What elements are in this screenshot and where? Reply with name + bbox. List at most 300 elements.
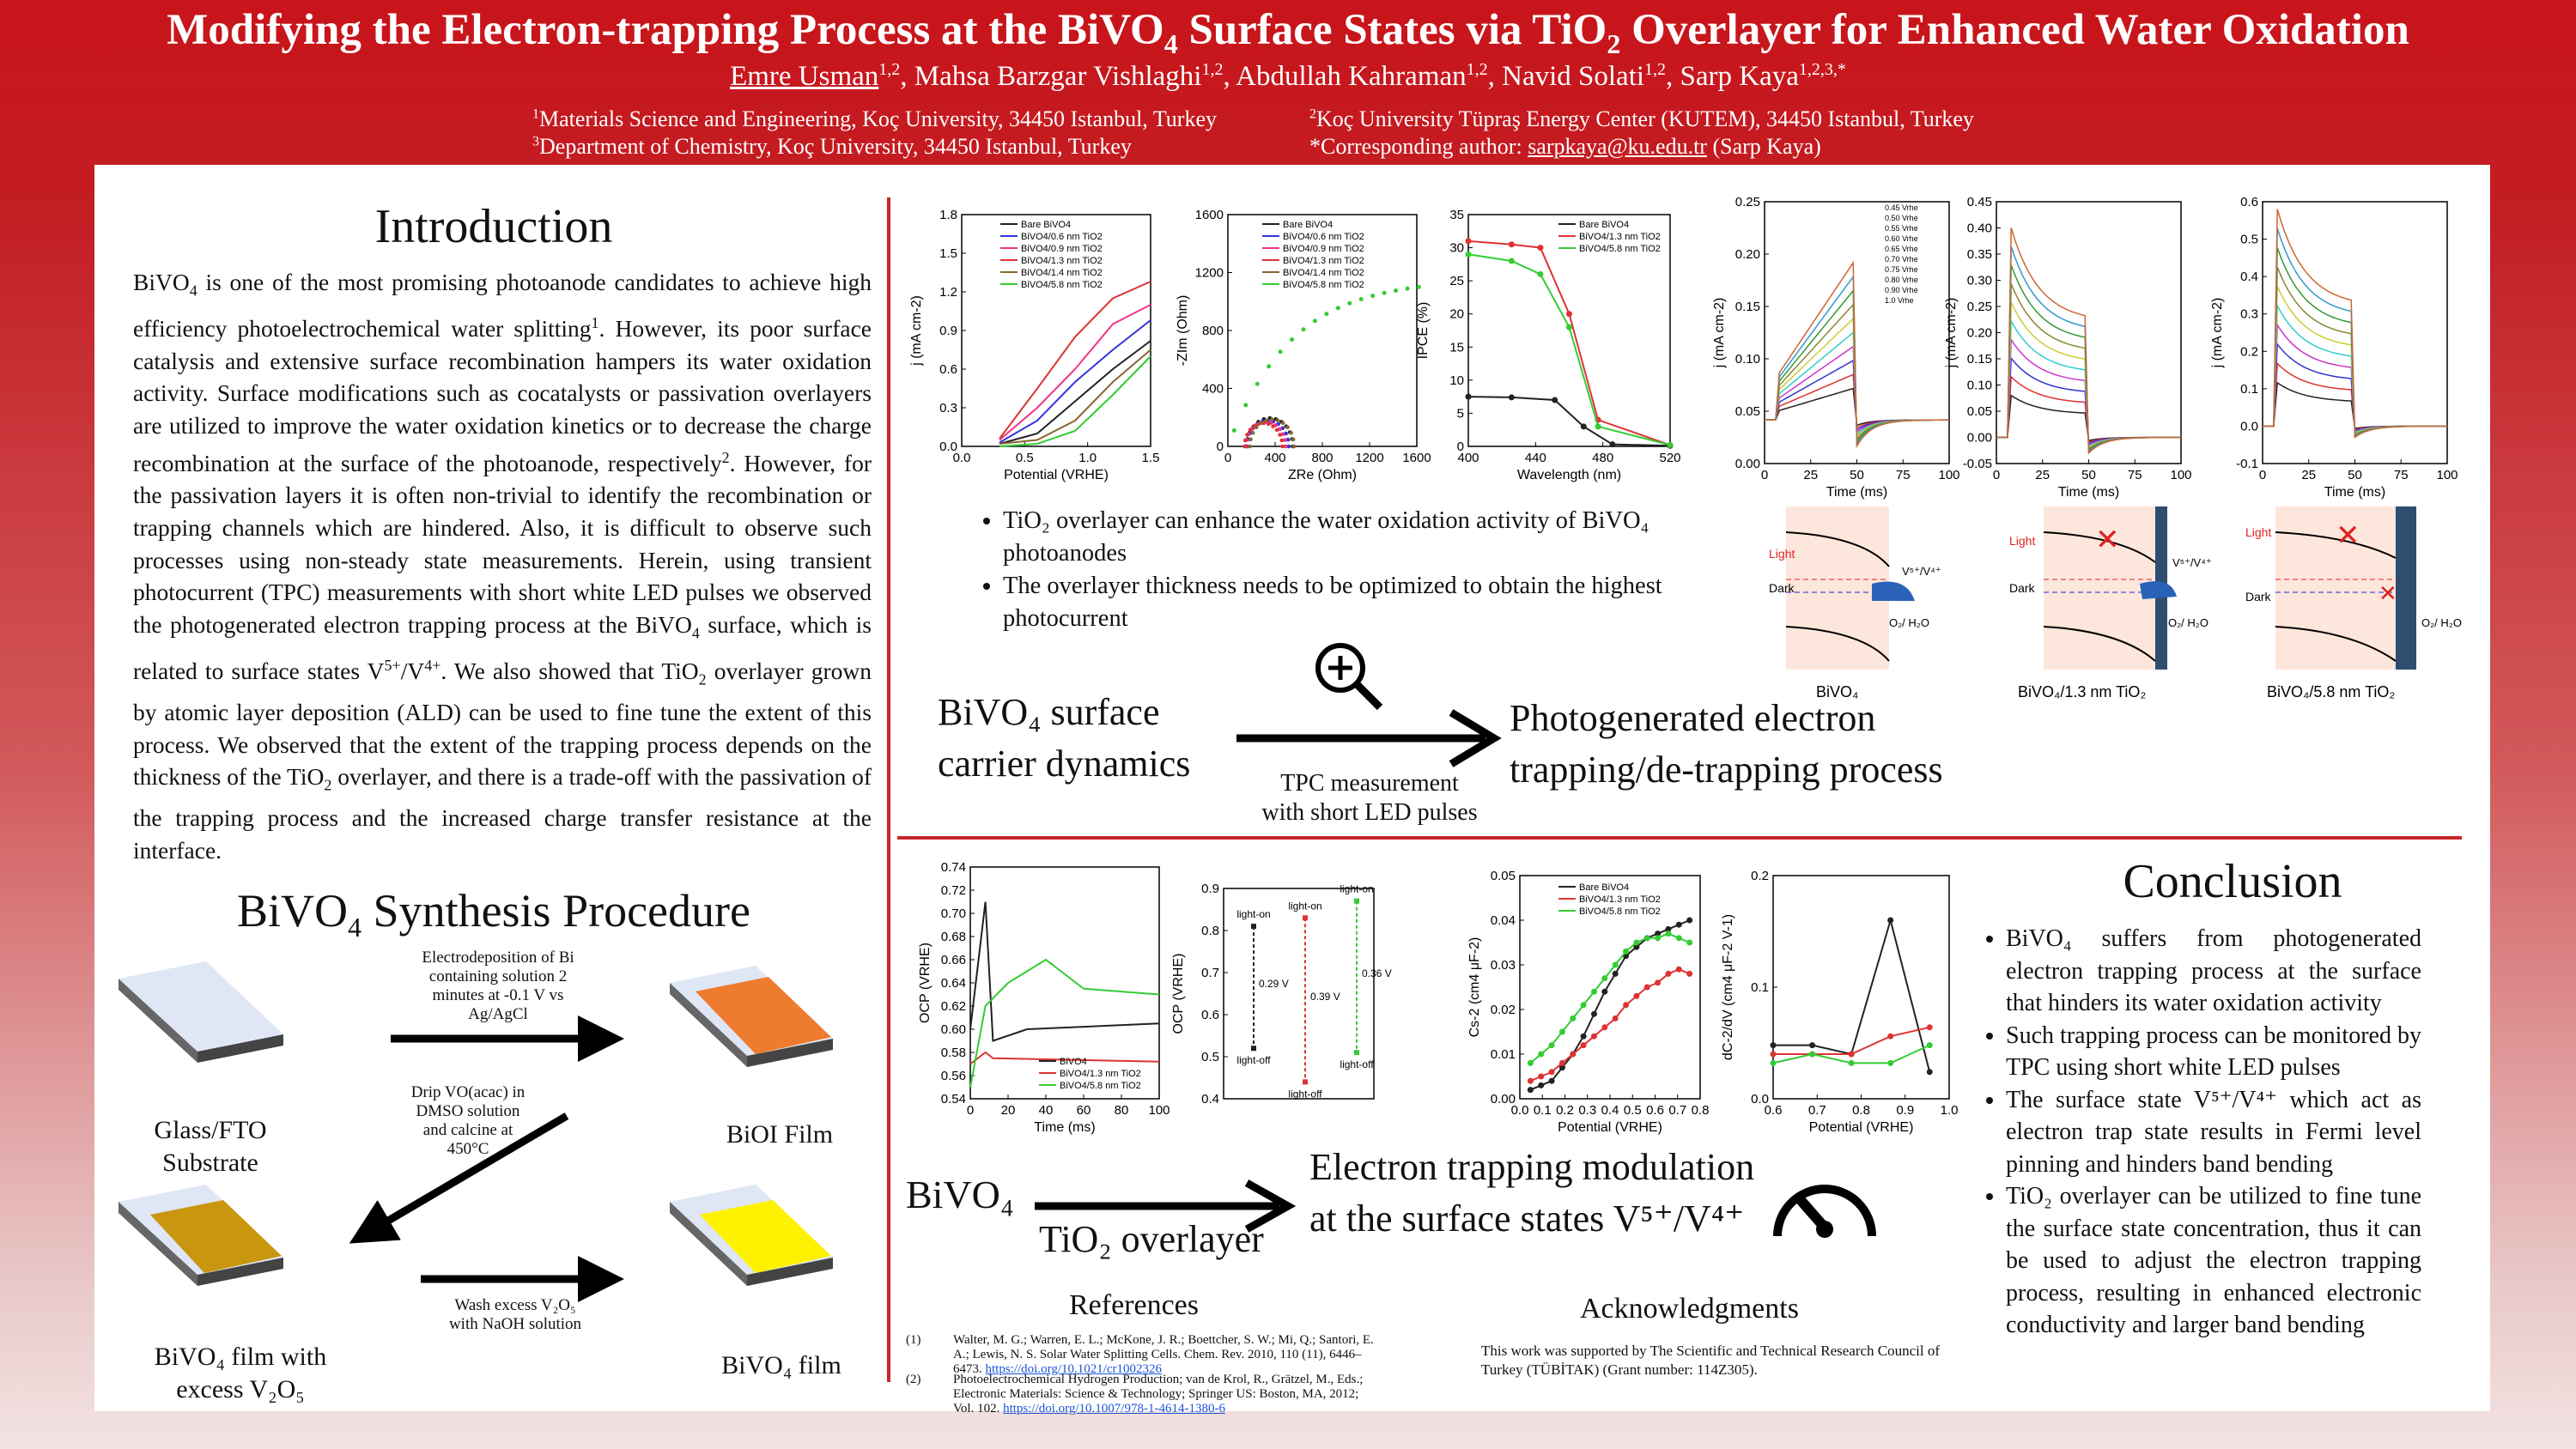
email-link[interactable]: sarpkaya@ku.edu.tr (1528, 134, 1707, 159)
y-tick-label: 0.05 (1490, 869, 1516, 883)
y-tick-label: 800 (1201, 324, 1224, 338)
y-tick-label: 0.72 (940, 883, 966, 898)
author-name: Mahsa Barzgar Vishlaghi (914, 61, 1202, 92)
y-axis-label: OCP (VRHE) (1171, 953, 1186, 1034)
x-tick-label: 0.7 (1668, 1103, 1687, 1118)
data-point (1644, 985, 1650, 991)
y-tick-label: 0.62 (940, 999, 966, 1014)
legend-label: 0.55 Vrhe (1885, 224, 1918, 233)
legend-label: 0.90 Vrhe (1885, 286, 1918, 294)
data-point (1538, 1052, 1544, 1058)
y-tick-label: 0.66 (940, 953, 966, 967)
x-tick-label: 100 (1148, 1103, 1170, 1118)
x-tick-label: 75 (2127, 468, 2142, 482)
flow1-arrow (1232, 704, 1516, 773)
y-tick-label: 0.56 (940, 1069, 966, 1083)
y-tick-label: 1.2 (939, 285, 957, 300)
data-point (1291, 438, 1296, 442)
tpc-13nm-chart (1932, 189, 2198, 498)
data-point (1601, 975, 1607, 981)
y-tick-label: 0.2 (2240, 344, 2258, 360)
y-axis-label: j (mA cm-2) (909, 295, 924, 366)
ref-1: Walter, M. G.; Warren, E. L.; McKone, J. R.; Boettcher, S. W.; Mi, Q.; Santori, E. A.; Lewis, N. S. Solar Water Splitting Cells. Chem. Rev. 2010, 110 (11), 6446–6473. https://doi.org/10.1021/cr1002326 (953, 1333, 1374, 1376)
list-item: • TiO₂ overlayer can enhance the water oxidation activity of BiVO₄ photoanodes (1003, 505, 1683, 570)
band-diagram-58nm (2233, 498, 2462, 704)
data-point (1809, 1042, 1815, 1048)
step1-text: Electrodeposition of Bi containing solution 2 minutes at -0.1 V vs Ag/AgCl (422, 949, 574, 1023)
y-tick-label: 0.9 (1201, 882, 1219, 896)
series-line (1530, 934, 1689, 1064)
tpc-58nm-chart (2198, 189, 2456, 498)
ref-number: (2) (906, 1373, 921, 1386)
x-tick-label: 0.5 (1015, 451, 1034, 465)
list-item: • BiVO₄ suffers from photogenerated electron trapping process at the surface that hinders its water oxidation activity (2006, 923, 2421, 1020)
y-tick-label: 0.74 (940, 860, 966, 875)
x-axis-label: Time (ms) (2057, 485, 2120, 500)
data-point (1665, 971, 1671, 977)
data-point (1289, 431, 1293, 435)
step3-text: Wash excess V₂O₅ with NaOH solution (448, 1296, 582, 1333)
data-point (1887, 918, 1893, 924)
legend-label: BiVO4/0.9 nm TiO2 (1283, 244, 1364, 254)
data-point (1528, 1078, 1534, 1084)
data-point (1245, 433, 1249, 437)
data-point (1686, 971, 1692, 977)
x-tick-label: 0.0 (952, 451, 971, 465)
y-tick-label: 0.20 (1966, 325, 1992, 341)
x-tick-label: 0.9 (1896, 1103, 1915, 1118)
data-point (1668, 442, 1674, 448)
y-axis-label: -ZIm (Ohm) (1176, 294, 1190, 367)
legend-label: 0.45 Vrhe (1885, 203, 1918, 212)
data-point (1466, 238, 1472, 244)
top-bullets (962, 505, 1683, 635)
data-point (1927, 1024, 1933, 1030)
data-point (1601, 989, 1607, 995)
y-tick-label: 0 (1216, 440, 1224, 454)
series-line (2263, 228, 2447, 436)
data-point (1549, 1078, 1555, 1084)
y-tick-label: 0.45 (1966, 195, 1992, 209)
legend-label: BiVO4/5.8 nm TiO2 (1060, 1081, 1141, 1091)
jv-chart (910, 197, 1168, 489)
y-tick-label: 5 (1456, 406, 1464, 421)
x-tick-label: 0.6 (1764, 1103, 1783, 1118)
x-tick-label: 60 (1076, 1103, 1091, 1118)
band-diagram-bare (1735, 498, 1958, 704)
series-line (1468, 254, 1670, 445)
x-tick-label: 100 (1938, 468, 1960, 482)
data-point (1676, 967, 1682, 973)
y-tick-label: 0.2 (1751, 869, 1769, 883)
data-point (1336, 306, 1340, 310)
author-name: Sarp Kaya (1680, 61, 1799, 92)
list-item: • TiO₂ overlayer can be utilized to fine tune the surface state concentration, thus it can be used to adjust the electron trapping process, resulting in enhanced electronic conductivity and larger band bending (2006, 1180, 2421, 1342)
bioi-label: BiOI Film (726, 1120, 834, 1149)
y-tick-label: 0.54 (940, 1092, 966, 1106)
light-on-label: light-on (1288, 900, 1322, 912)
series-line (2263, 267, 2447, 434)
y-tick-label: 20 (1449, 306, 1464, 322)
data-point (1538, 1082, 1544, 1088)
x-tick-label: 80 (1114, 1103, 1129, 1118)
data-point (1509, 241, 1515, 247)
x-tick-label: 75 (2393, 468, 2409, 482)
legend-label: 0.70 Vrhe (1885, 255, 1918, 264)
list-item: • The surface state V⁵⁺/V⁴⁺ which act as electron trap state results in Fermi level pinning and hinders band bending (2006, 1084, 2421, 1181)
glass-substrate-icon (118, 961, 283, 1063)
y-tick-label: 0.40 (1966, 221, 1992, 236)
data-point (1613, 962, 1619, 968)
x-tick-label: 480 (1592, 451, 1614, 465)
bivo4-film-icon (670, 1185, 833, 1286)
y-tick-label: 0.6 (1201, 1008, 1219, 1022)
list-item: • Such trapping process can be monitored by TPC using short white LED pulses (2006, 1020, 2421, 1084)
legend-label: 0.50 Vrhe (1885, 214, 1918, 222)
data-point (1528, 1060, 1534, 1066)
data-point (1537, 245, 1543, 251)
data-point (1613, 1016, 1619, 1022)
svg-text:O₂/ H₂O: O₂/ H₂O (2168, 616, 2208, 629)
data-point (1248, 445, 1252, 449)
y-tick-label: 0.15 (1735, 300, 1760, 314)
author-name: Emre Usman (730, 61, 879, 92)
data-point (1242, 445, 1247, 449)
data-point (1259, 421, 1263, 425)
light-on-label: light-on (1340, 882, 1374, 895)
data-point (1382, 291, 1387, 295)
band-diagram-13nm (1992, 498, 2233, 704)
y-tick-label: 0.0 (939, 440, 957, 454)
y-tick-label: 25 (1449, 274, 1464, 289)
data-point (1255, 425, 1259, 429)
svg-text:Light: Light (2245, 525, 2272, 539)
y-tick-label: 10 (1449, 373, 1464, 388)
x-tick-label: 1600 (1402, 451, 1431, 465)
x-tick-label: 0.8 (1852, 1103, 1870, 1118)
data-point (1655, 935, 1661, 941)
series-line (999, 341, 1151, 444)
light-off-label: light-off (1288, 1088, 1322, 1100)
x-tick-label: 0 (1992, 468, 2001, 482)
svg-text:Light: Light (2009, 534, 2036, 548)
data-point (1849, 1052, 1855, 1058)
x-tick-label: 0.6 (1646, 1103, 1664, 1118)
data-point (1633, 940, 1639, 946)
ref-1-link[interactable]: https://doi.org/10.1021/cr1002326 (985, 1362, 1163, 1376)
svg-text:BiVO₄/1.3 nm TiO₂: BiVO₄/1.3 nm TiO₂ (2018, 683, 2147, 700)
data-point (1509, 258, 1515, 264)
svg-text:Dark: Dark (2009, 581, 2035, 595)
data-point (1267, 364, 1271, 368)
series-line (1765, 263, 1949, 446)
x-tick-label: 0.1 (1533, 1103, 1552, 1118)
data-point (1559, 1029, 1565, 1035)
x-tick-label: 400 (1457, 451, 1479, 465)
affiliation-2: $^2$Koç University Tüpraş Energy Center (KUTEM), 34450 Istanbul, Turkey (1309, 106, 1974, 131)
speedometer-icon (1765, 1159, 1885, 1253)
y-tick-label: 400 (1201, 381, 1224, 397)
y-axis-label: OCP (VRHE) (918, 943, 933, 1023)
svg-text:✕: ✕ (2095, 524, 2120, 556)
data-point (1394, 288, 1398, 293)
y-tick-label: 0.4 (2240, 270, 2258, 285)
y-tick-label: 0.5 (2240, 232, 2258, 247)
data-point (1285, 425, 1290, 429)
data-point (1609, 441, 1615, 447)
bivo4-excess-film-icon (118, 1185, 283, 1286)
ref-2: Photoelectrochemical Hydrogen Production; van de Krol, R., Grätzel, M., Eds.; Electronic Materials: Science & Technology; Springer US: Boston, MA, 2012; Vol. 102. https://doi.org/10.1007/978-1-4614-1380-6 (953, 1373, 1364, 1416)
x-tick-label: 0.8 (1691, 1103, 1710, 1118)
y-tick-label: 1200 (1194, 265, 1224, 281)
delta-label: 0.36 V (1362, 967, 1392, 979)
x-tick-label: 1200 (1355, 451, 1384, 465)
data-point (1676, 922, 1682, 928)
x-tick-label: 0 (2258, 468, 2267, 482)
data-point (1559, 1060, 1565, 1066)
series-line (1996, 265, 2181, 451)
y-tick-label: 0.1 (1751, 980, 1769, 995)
data-point (1591, 1011, 1597, 1017)
data-point (1251, 924, 1256, 929)
legend-label: 0.80 Vrhe (1885, 276, 1918, 284)
y-tick-label: -0.05 (1962, 457, 1992, 471)
y-tick-label: 0.3 (939, 401, 957, 415)
y-tick-label: 0.6 (939, 362, 957, 377)
data-point (1255, 382, 1260, 386)
list-item: • The overlayer thickness needs to be optimized to obtain the highest photocurrent (1003, 570, 1683, 635)
legend-label: BiVO4/5.8 nm TiO2 (1579, 244, 1661, 254)
author-list: Emre Usman$^{1,2}$, Mahsa Barzgar Vishlaghi$^{1,2}$, Abdullah Kahraman$^{1,2}$, Navid Solati$^{1,2}$, Sarp Kaya$^{1,2,3,*}$ (730, 60, 1846, 92)
step2-text: Drip VO(acac) in DMSO solution and calcine at 450°C (410, 1083, 526, 1158)
x-axis-label: Time (ms) (1826, 485, 1888, 500)
data-point (1566, 324, 1572, 330)
data-point (1232, 428, 1236, 433)
y-tick-label: 0.00 (1490, 1092, 1516, 1106)
data-point (1655, 979, 1661, 985)
data-point (1537, 271, 1543, 277)
legend-label: BiVO4/0.6 nm TiO2 (1283, 232, 1364, 242)
x-axis-label: Time (ms) (1034, 1120, 1096, 1135)
x-tick-label: 50 (2348, 468, 2362, 482)
corresponding-author: *Corresponding author: sarpkaya@ku.edu.tr (Sarp Kaya) (1309, 134, 1821, 159)
y-tick-label: 0.25 (1735, 195, 1760, 209)
series-line (1468, 241, 1670, 446)
y-tick-label: 0.02 (1490, 1003, 1516, 1017)
ocp-bar-chart (1168, 871, 1392, 1137)
x-tick-label: 0 (1760, 468, 1769, 482)
data-point (1644, 935, 1650, 941)
series-line (1996, 284, 2181, 449)
x-tick-label: 0.7 (1807, 1103, 1826, 1118)
x-tick-label: 25 (1803, 468, 1819, 482)
x-tick-label: 25 (2301, 468, 2317, 482)
bivo4-label: BiVO₄ film (721, 1351, 841, 1379)
data-point (1406, 287, 1410, 291)
x-axis-label: Time (ms) (2324, 485, 2386, 500)
legend-label: Bare BiVO4 (1579, 220, 1630, 230)
data-point (1581, 1042, 1587, 1048)
light-off-label: light-off (1236, 1054, 1271, 1067)
y-tick-label: 0.20 (1735, 247, 1760, 262)
series-line (1468, 397, 1670, 446)
data-point (1303, 1079, 1308, 1084)
light-off-label: light-off (1340, 1058, 1374, 1071)
x-tick-label: 1.5 (1141, 451, 1160, 465)
mott-schottky-chart (1460, 863, 1709, 1146)
y-tick-label: 0.5 (1201, 1050, 1219, 1064)
flow2-below: TiO₂ overlayer (1039, 1218, 1264, 1260)
legend-label: Bare BiVO4 (1021, 220, 1072, 230)
data-point (1633, 993, 1639, 999)
series-line (1773, 920, 1929, 1072)
light-on-label: light-on (1236, 908, 1271, 921)
y-tick-label: 0.70 (940, 906, 966, 921)
data-point (1528, 1087, 1534, 1093)
x-axis-label: Potential (VRHE) (1808, 1120, 1914, 1135)
derivative-chart (1717, 863, 1958, 1146)
delta-label: 0.29 V (1259, 978, 1289, 991)
legend-label: 0.60 Vrhe (1885, 234, 1918, 243)
y-tick-label: -0.1 (2236, 457, 2258, 471)
references-heading: References (1069, 1289, 1200, 1321)
series-line (1996, 246, 2181, 452)
plot-frame (1773, 876, 1949, 1099)
series-line (999, 320, 1151, 443)
y-tick-label: 0.1 (2240, 381, 2258, 397)
poster-title: Modifying the Electron-trapping Process at the BiVO$_4$ Surface States via TiO$_2$ Overlayer for Enhanced Water Oxidation (167, 6, 2409, 60)
data-point (1927, 1069, 1933, 1075)
x-tick-label: 25 (2035, 468, 2050, 482)
data-point (1552, 397, 1558, 403)
series-line (1773, 1028, 1929, 1054)
legend-label: BiVO4/1.3 nm TiO2 (1021, 256, 1103, 266)
data-point (1570, 1016, 1576, 1022)
y-tick-label: 0.0 (2240, 419, 2258, 434)
y-axis-label: j (mA cm-2) (2210, 297, 2225, 368)
x-axis-label: Potential (VRHE) (1004, 468, 1109, 482)
data-point (1601, 1024, 1607, 1030)
x-tick-label: 75 (1895, 468, 1911, 482)
legend-label: BiVO4/1.3 nm TiO2 (1060, 1069, 1141, 1079)
legend-label: 0.75 Vrhe (1885, 265, 1918, 274)
legend-label: Bare BiVO4 (1283, 220, 1334, 230)
bivo4-excess-label: BiVO₄ film with excess V₂O₅ (154, 1343, 327, 1404)
data-point (1313, 318, 1317, 323)
svg-text:V⁵⁺/V⁴⁺: V⁵⁺/V⁴⁺ (1902, 565, 1941, 578)
data-point (1623, 949, 1629, 955)
x-tick-label: 50 (1850, 468, 1864, 482)
y-tick-label: 0.9 (939, 324, 957, 338)
y-axis-label: j (mA cm-2) (1944, 297, 1959, 368)
data-point (1549, 1069, 1555, 1075)
y-tick-label: 0.03 (1490, 958, 1516, 973)
data-point (1686, 940, 1692, 946)
x-tick-label: 0.2 (1556, 1103, 1574, 1118)
legend-label: Bare BiVO4 (1579, 882, 1630, 893)
y-tick-label: 0.00 (1966, 430, 1992, 446)
y-tick-label: 0.05 (1966, 404, 1992, 419)
author-name: Abdullah Kahraman (1236, 61, 1467, 92)
data-point (1347, 301, 1352, 306)
data-point (1591, 989, 1597, 995)
series-line (1996, 302, 2181, 447)
y-tick-label: 0.60 (940, 1022, 966, 1037)
svg-text:✕: ✕ (2379, 580, 2397, 606)
data-point (1549, 1042, 1555, 1048)
svg-text:O₂/ H₂O: O₂/ H₂O (2421, 616, 2462, 629)
data-point (1686, 918, 1692, 924)
affiliation-3: $^3$Department of Chemistry, Koç University, 34450 Istanbul, Turkey (532, 134, 1132, 159)
x-axis-label: Wavelength (nm) (1516, 468, 1622, 482)
intro-heading: Introduction (374, 200, 613, 253)
svg-text:BiVO₄/5.8 nm TiO₂: BiVO₄/5.8 nm TiO₂ (2267, 683, 2396, 700)
data-point (1281, 421, 1285, 425)
y-tick-label: 1.8 (939, 208, 957, 222)
y-tick-label: 0.15 (1966, 352, 1992, 367)
svg-text:✕: ✕ (2336, 519, 2360, 552)
flow2-left: BiVO₄ (906, 1173, 1014, 1216)
ref-2-link[interactable]: https://doi.org/10.1007/978-1-4614-1380-6 (1003, 1402, 1225, 1416)
data-point (1251, 431, 1255, 435)
legend-label: BiVO4/1.3 nm TiO2 (1283, 256, 1364, 266)
plot-frame (1996, 202, 2181, 464)
y-tick-label: 0.00 (1735, 457, 1760, 471)
data-point (1849, 1060, 1855, 1066)
y-axis-label: j (mA cm-2) (1712, 297, 1727, 368)
legend-label: 1.0 Vrhe (1885, 296, 1914, 305)
x-tick-label: 40 (1038, 1103, 1054, 1118)
y-tick-label: 0.6 (2240, 195, 2258, 209)
series-line (1530, 969, 1689, 1081)
svg-text:Dark: Dark (1769, 581, 1795, 595)
y-tick-label: 1600 (1194, 208, 1224, 222)
data-point (1354, 1050, 1359, 1055)
series-line (1996, 340, 2181, 445)
data-point (1302, 327, 1306, 331)
data-point (1887, 1034, 1893, 1040)
y-tick-label: 30 (1449, 240, 1464, 256)
y-tick-label: 0.10 (1735, 352, 1760, 367)
y-tick-label: 0.01 (1490, 1047, 1516, 1062)
y-tick-label: 0.10 (1966, 378, 1992, 393)
legend-label: BiVO4/5.8 nm TiO2 (1283, 280, 1364, 290)
ocp-chart (910, 854, 1168, 1155)
series-line (2263, 287, 2447, 433)
x-tick-label: 0 (966, 1103, 975, 1118)
y-tick-label: 0.05 (1735, 404, 1760, 419)
eis-chart (1176, 197, 1434, 489)
x-tick-label: 800 (1311, 451, 1334, 465)
y-tick-label: 0.7 (1201, 966, 1219, 980)
data-point (1292, 445, 1297, 449)
y-tick-label: 0.25 (1966, 300, 1992, 314)
data-point (1771, 1052, 1777, 1058)
series-line (1530, 920, 1689, 1090)
data-point (1280, 439, 1285, 443)
x-tick-label: 0.5 (1623, 1103, 1642, 1118)
x-axis-label: Potential (VRHE) (1558, 1120, 1662, 1135)
x-tick-label: 100 (2436, 468, 2458, 482)
ref-number: (1) (906, 1333, 921, 1347)
legend-label: BiVO4/1.4 nm TiO2 (1283, 268, 1364, 278)
y-tick-label: 0.8 (1201, 924, 1219, 938)
data-point (1809, 1052, 1815, 1058)
x-tick-label: 20 (1000, 1103, 1016, 1118)
vertical-divider (887, 197, 890, 1382)
data-point (1613, 971, 1619, 977)
flow1-arrow-label: TPC measurement with short LED pulses (1261, 770, 1478, 826)
